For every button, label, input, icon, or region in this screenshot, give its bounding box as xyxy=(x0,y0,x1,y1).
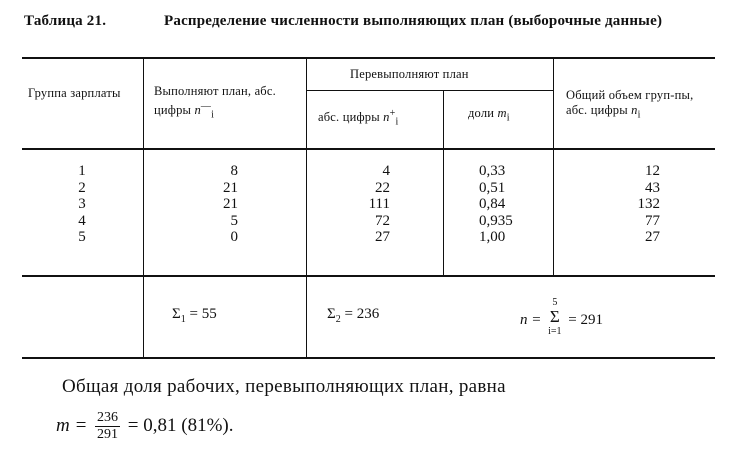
sigma-block: 5 Σ i=1 xyxy=(548,297,562,337)
table-caption xyxy=(24,12,724,30)
fraction: $\frac{236}{291}$ xyxy=(97,410,119,442)
bottom-rule xyxy=(22,357,715,359)
col-divider-1 xyxy=(143,57,144,359)
over-share-cell: 0,51 xyxy=(479,179,506,196)
header-total: Общий объем груп-пы, абс. цифры $n_i$ xyxy=(566,88,694,121)
col-divider-2 xyxy=(306,57,307,359)
group-cell: 3 xyxy=(78,196,86,212)
over-share-cell: 0,84 xyxy=(479,196,506,212)
column-over-share xyxy=(479,163,539,246)
header-over-share: доли $m_i$ xyxy=(468,106,510,124)
table-title: Распределение численности выполняющих план (выборочные данные) xyxy=(164,13,663,29)
total-cell: 27 xyxy=(645,229,660,245)
group-cell: 4 xyxy=(78,212,86,229)
over-share-cell: 0,935 xyxy=(479,212,513,229)
column-group xyxy=(72,163,92,246)
header-group: Группа зарплаты xyxy=(28,86,121,100)
fulfill-cell: 5 xyxy=(230,212,238,229)
over-abs-cell: 111 xyxy=(368,196,390,212)
column-fulfill xyxy=(208,163,238,246)
column-total xyxy=(620,163,660,246)
body-rule xyxy=(22,275,715,277)
header-over-abs: абс. цифры $n^+_i$ xyxy=(318,108,399,128)
over-abs-cell: 72 xyxy=(375,212,390,229)
fulfill-cell: 8 xyxy=(230,163,238,179)
group-cell: 1 xyxy=(78,163,86,179)
over-share-cell: 0,33 xyxy=(479,163,506,179)
header-fulfill: Выполняют план, абс. цифры $n^—_i$ xyxy=(154,84,276,121)
over-share-cell: 1,00 xyxy=(479,229,506,245)
fulfill-cell: 0 xyxy=(230,229,238,245)
col-divider-4 xyxy=(553,57,554,277)
fulfill-cell: 21 xyxy=(223,179,238,196)
total-cell: 43 xyxy=(645,179,660,196)
fulfill-cell: 21 xyxy=(223,196,238,212)
sum-total: n = 5 Σ i=1 = 291 xyxy=(520,297,604,337)
header-rule xyxy=(22,148,715,150)
share-formula: m = $\frac{236}{291}$ = 0,81 (81%). xyxy=(56,410,234,442)
subheader-rule xyxy=(306,90,553,91)
column-over-abs xyxy=(350,163,390,246)
group-cell: 5 xyxy=(78,229,86,245)
total-cell: 132 xyxy=(637,196,660,212)
over-abs-cell: 4 xyxy=(382,163,390,179)
top-rule xyxy=(22,57,715,59)
over-abs-cell: 22 xyxy=(375,179,390,196)
total-cell: 12 xyxy=(645,163,660,179)
col-divider-3 xyxy=(443,91,444,277)
over-abs-cell: 27 xyxy=(375,229,390,245)
group-cell: 2 xyxy=(78,179,86,196)
conclusion-text: Общая доля рабочих, перевыполняющих план, равна xyxy=(62,376,506,397)
sum-over: $\Sigma_2 = 236$ xyxy=(327,306,380,325)
table-number: Таблица 21. xyxy=(24,13,107,29)
sum-fulfill: $\Sigma_1 = 55$ xyxy=(172,306,217,325)
header-over: Перевыполняют план xyxy=(350,67,469,81)
total-cell: 77 xyxy=(645,212,660,229)
